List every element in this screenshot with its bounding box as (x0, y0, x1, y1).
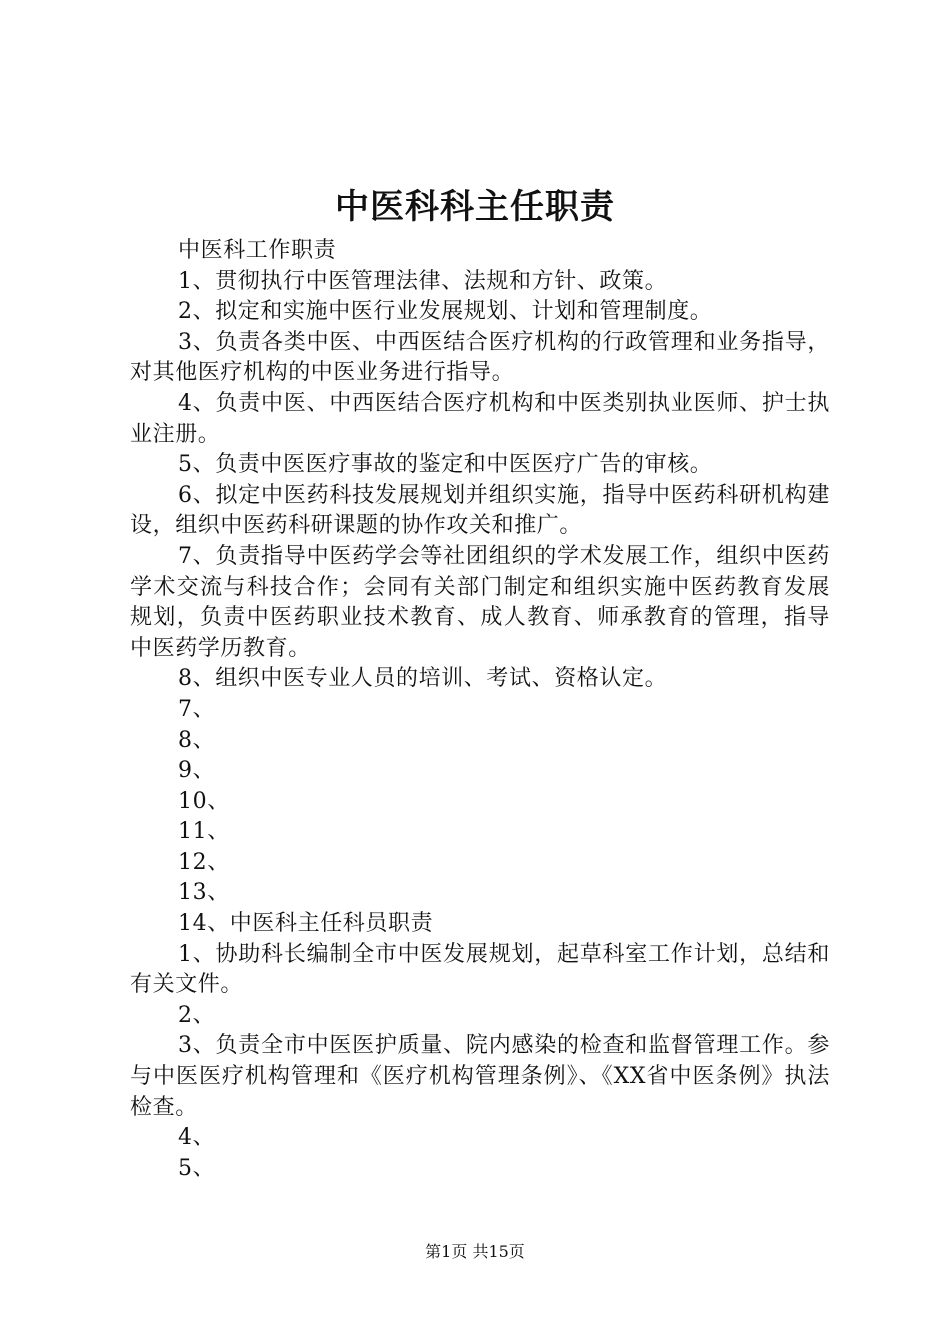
paragraph: 7、负责指导中医药学会等社团组织的学术发展工作，组织中医药学术交流与科技合作；会同有关部门制定和组织实施中医药教育发展规划，负责中医药职业技术教育、成人教育、师承教育的管理，指导中医药学历教育。 (130, 543, 830, 661)
paragraph: 3、负责各类中医、中西医结合医疗机构的行政管理和业务指导，对其他医疗机构的中医业务进行指导。 (130, 329, 830, 386)
paragraph: 6、拟定中医药科技发展规划并组织实施，指导中医药科研机构建设，组织中医药科研课题的协作攻关和推广。 (130, 482, 830, 539)
paragraph: 中医科工作职责 (178, 238, 337, 263)
paragraph: 11、 (178, 819, 230, 845)
paragraph: 4、负责中医、中西医结合医疗机构和中医类别执业医师、护士执业注册。 (130, 390, 830, 447)
paragraph: 12、 (178, 849, 230, 875)
paragraph: 8、 (178, 727, 216, 753)
paragraph: 8、组织中医专业人员的培训、考试、资格认定。 (178, 666, 668, 692)
paragraph: 9、 (178, 758, 216, 784)
paragraph: 5、 (178, 1155, 216, 1181)
page-footer: 第1页 共15页 (425, 1242, 525, 1261)
paragraph: 10、 (178, 788, 230, 814)
paragraph: 13、 (178, 880, 230, 906)
document-title: 中医科科主任职责 (335, 187, 615, 227)
document-body (130, 236, 830, 1184)
paragraph: 1、协助科长编制全市中医发展规划，起草科室工作计划，总结和有关文件。 (130, 941, 830, 998)
paragraph: 14、中医科主任科员职责 (178, 911, 434, 937)
paragraph: 2、拟定和实施中医行业发展规划、计划和管理制度。 (178, 299, 713, 325)
paragraph: 4、 (178, 1125, 216, 1151)
paragraph: 3、负责全市中医医护质量、院内感染的检查和监督管理工作。参与中医医疗机构管理和《医疗机构管理条例》、《XX省中医条例》执法检查。 (130, 1033, 830, 1120)
paragraph: 5、负责中医医疗事故的鉴定和中医医疗广告的审核。 (178, 452, 713, 478)
paragraph: 1、贯彻执行中医管理法律、法规和方针、政策。 (178, 268, 668, 294)
paragraph: 2、 (178, 1002, 216, 1028)
paragraph: 7、 (178, 696, 216, 722)
